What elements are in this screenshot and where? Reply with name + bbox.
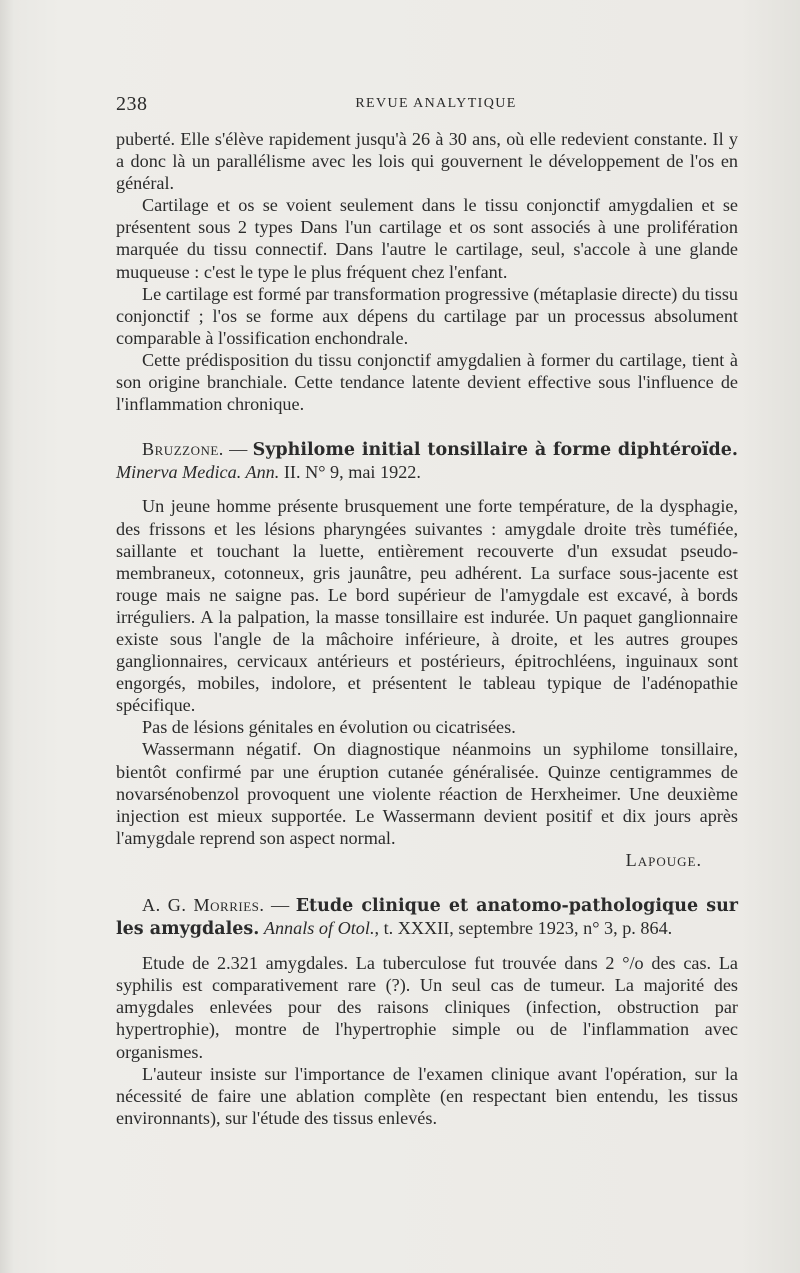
entry-title: Etude clinique et anatomo-pathologique sur les amygdales.: [116, 896, 739, 940]
page-number: 238: [116, 93, 148, 115]
page-header: [116, 93, 736, 117]
entry-author: Bruzzone.: [142, 439, 224, 460]
entry-title: Syphilome initial tonsillaire à forme diphtéroïde.: [252, 440, 738, 461]
section-gap: [116, 415, 738, 438]
review-entry-heading: [116, 438, 738, 483]
section-gap: [116, 871, 738, 894]
paragraph: Wassermann négatif. On diagnostique néanmoins un syphilome tonsillaire, bientôt confirmé par une éruption cutanée généralisée. Quinze centigrammes de novarsénobenzol provoquent une violente réaction de Herxheimer. Une deuxième injection est mieux supportée. Le Wassermann devient positif et dix jours après l'amygdale reprend son aspect normal.: [116, 739, 738, 848]
entry-dash: —: [223, 439, 253, 460]
running-head: REVUE ANALYTIQUE: [355, 96, 517, 111]
entry-dash: —: [264, 895, 296, 915]
entry-reference: II. N° 9, mai 1922.: [279, 462, 421, 483]
paragraph: L'auteur insiste sur l'importance de l'examen clinique avant l'opération, sur la nécessité de faire une ablation complète (en respectant bien entendu, les tissus environnants), sur l'étude des tissus enlevés.: [116, 1063, 738, 1128]
paragraph: Pas de lésions génitales en évolution ou cicatrisées.: [142, 717, 516, 738]
paragraph: Etude de 2.321 amygdales. La tuberculose fut trouvée dans 2 °/o des cas. La syphilis est comparativement rare (?). Un seul cas de tumeur. La majorité des amygdales enlevées pour des raisons cliniques (infection, obstruction par hypertrophie), montre de l'hypertrophie simple ou de l'inflammation avec organismes.: [116, 953, 738, 1062]
review-entry-heading: [116, 894, 738, 940]
paragraph: puberté. Elle s'élève rapidement jusqu'à 26 à 30 ans, où elle redevient constante. Il y a donc là un parallélisme avec les lois qui gouvernent le développement de l'os en général.: [116, 129, 738, 194]
entry-reference: , t. XXXII, septembre 1923, n° 3, p. 864.: [374, 918, 673, 939]
paragraph: Le cartilage est formé par transformation progressive (métaplasie directe) du tissu conjonctif ; l'os se forme aux dépens du cartilage par un processus absolument comparable à l'ossification enchondrale.: [116, 283, 738, 348]
reviewer-signature: Lapouge.: [625, 849, 702, 870]
page-content: [116, 128, 738, 1129]
signature-line: [116, 849, 738, 871]
entry-author: A. G. Morries.: [142, 895, 265, 915]
paragraph: Cartilage et os se voient seulement dans le tissu conjonctif amygdalien et se présentent sous 2 types Dans l'un cartilage et os sont associés à une prolifération marquée du tissu connectif. Dans l'autre le cartilage, seul, s'accole à une glande muqueuse : c'est le type le plus fréquent chez l'enfant.: [116, 195, 738, 282]
entry-journal: Minerva Medica. Ann.: [116, 462, 280, 483]
entry-journal: Annals of Otol.: [263, 918, 375, 939]
paragraph: Un jeune homme présente brusquement une forte température, de la dysphagie, des frissons et les lésions pharyngées suivantes : amygdale droite très tuméfiée, saillante et touchant la luette, entièrement recouverte d'un exsudat pseudo-membraneux, cotonneux, gris jaunâtre, peu adhérent. La surface sous-jacente est rouge mais ne saigne pas. Le bord supérieur de l'amygdale est excavé, à bords irréguliers. A la palpation, la masse tonsillaire est indurée. Un paquet ganglionnaire existe sous l'angle de la mâchoire inférieure, à droite, et les autres groupes ganglionnaires, cervicaux antérieurs et postérieurs, épitrochléens, inguinaux sont engorgés, mobiles, indolore, et présentent le tableau typique de l'adénopathie spécifique.: [116, 496, 738, 716]
paragraph: Cette prédisposition du tissu conjonctif amygdalien à former du cartilage, tient à son origine branchiale. Cette tendance latente devient effective sous l'influence de l'inflammation chronique.: [116, 349, 738, 415]
